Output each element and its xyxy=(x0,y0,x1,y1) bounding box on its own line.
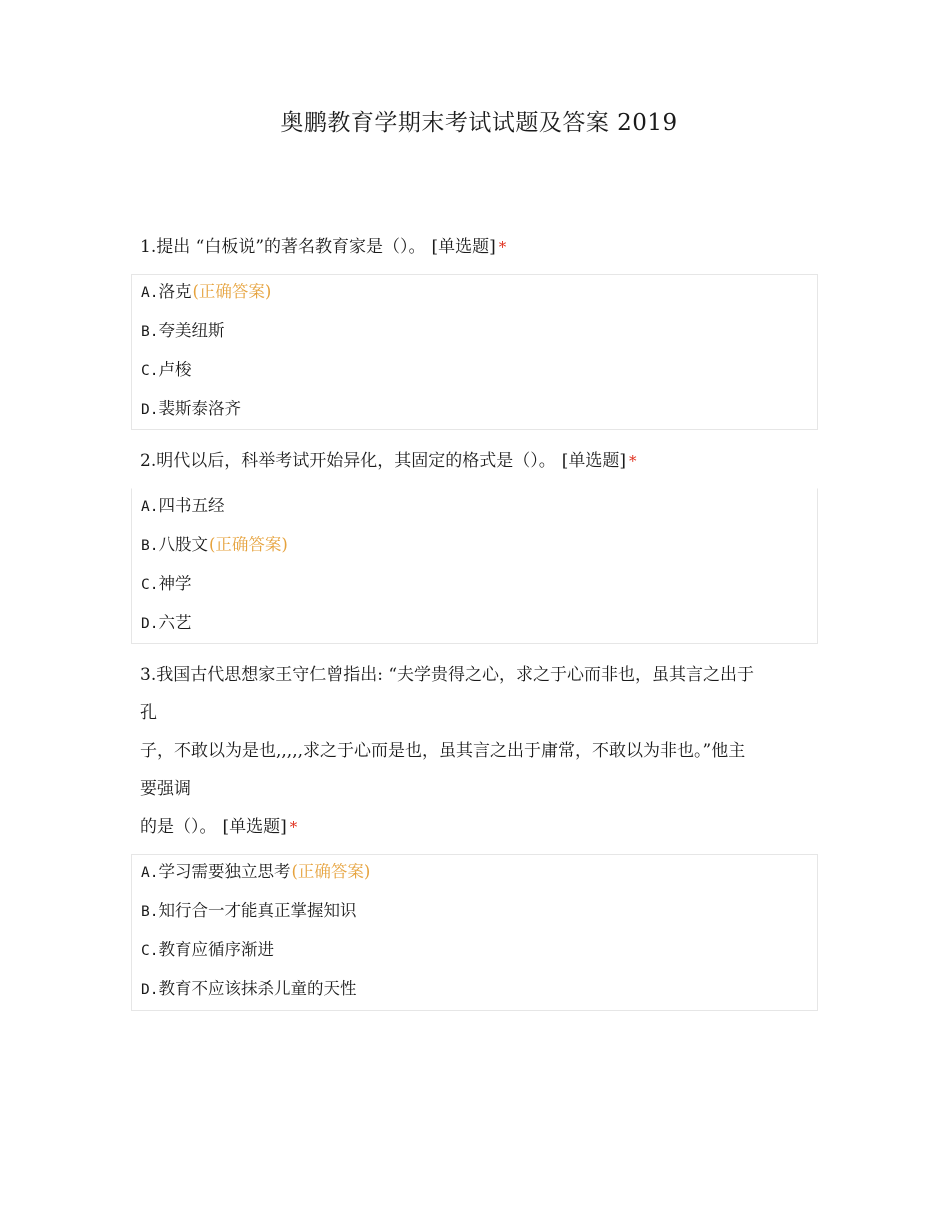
question-2 xyxy=(140,442,820,480)
question-3-options xyxy=(131,854,818,1011)
option-letter: D. xyxy=(141,402,159,418)
option-letter: C. xyxy=(141,363,159,379)
option-d[interactable] xyxy=(141,606,817,645)
option-c[interactable] xyxy=(141,353,817,392)
option-text: 夸美纽斯 xyxy=(158,321,225,340)
question-text-line: 1.提出 “白板说”的著名教育家是（）。 xyxy=(140,237,426,257)
option-text: 教育不应该抹杀儿童的天性 xyxy=(158,979,357,998)
option-c[interactable] xyxy=(141,567,817,606)
option-text: 学习需要独立思考 xyxy=(158,862,291,881)
required-asterisk: * xyxy=(289,818,298,836)
option-text: 卢梭 xyxy=(158,360,192,379)
option-text: 六艺 xyxy=(158,613,192,632)
document-title: 奥鹏教育学期末考试试题及答案 2019 xyxy=(280,110,678,136)
question-type-label: [单选题] xyxy=(561,451,626,471)
option-letter: B. xyxy=(141,538,159,554)
option-text: 裴斯泰洛齐 xyxy=(158,399,241,418)
question-1-text xyxy=(140,228,820,266)
required-asterisk: * xyxy=(498,238,507,256)
question-type-label: [单选题] xyxy=(431,237,496,257)
option-d[interactable] xyxy=(141,392,817,431)
option-text: 神学 xyxy=(158,574,192,593)
question-text-line: 子，不敢以为是也,,,,,求之于心而是也，虽其言之出于庸常，不敢以为非也。”他主 xyxy=(140,741,746,761)
option-letter: B. xyxy=(141,324,159,340)
question-type-label: [单选题] xyxy=(222,817,287,837)
option-text: 四书五经 xyxy=(158,496,225,515)
question-3 xyxy=(140,656,820,846)
correct-answer-label: (正确答案) xyxy=(291,862,371,881)
option-letter: A. xyxy=(141,285,159,301)
question-text-line: 要强调 xyxy=(140,779,191,799)
option-letter: D. xyxy=(141,982,159,998)
option-letter: C. xyxy=(141,577,159,593)
option-text: 知行合一才能真正掌握知识 xyxy=(158,901,357,920)
option-letter: A. xyxy=(141,499,159,515)
required-asterisk: * xyxy=(628,452,637,470)
question-3-last-line xyxy=(140,808,820,846)
question-text-line: 孔 xyxy=(140,703,157,723)
option-d[interactable] xyxy=(141,972,817,1011)
question-text-line: 的是（）。 xyxy=(140,817,217,837)
correct-answer-label: (正确答案) xyxy=(208,535,288,554)
question-2-options xyxy=(131,488,818,644)
question-text-line: 3.我国古代思想家王守仁曾指出: “夫学贵得之心，求之于心而非也，虽其言之出于 xyxy=(140,665,755,685)
option-letter: A. xyxy=(141,865,159,881)
option-a[interactable] xyxy=(141,489,817,528)
option-a[interactable] xyxy=(141,855,817,894)
option-a[interactable] xyxy=(141,275,817,314)
question-2-text xyxy=(140,442,820,480)
option-text: 教育应循序渐进 xyxy=(158,940,274,959)
option-letter: C. xyxy=(141,943,159,959)
correct-answer-label: (正确答案) xyxy=(192,282,272,301)
option-b[interactable] xyxy=(141,894,817,933)
question-1 xyxy=(140,228,820,266)
option-b[interactable] xyxy=(141,528,817,567)
option-letter: B. xyxy=(141,904,159,920)
option-c[interactable] xyxy=(141,933,817,972)
option-letter: D. xyxy=(141,616,159,632)
question-1-options xyxy=(131,274,818,430)
option-text: 洛克 xyxy=(158,282,192,301)
option-text: 八股文 xyxy=(158,535,208,554)
option-b[interactable] xyxy=(141,314,817,353)
question-text-line: 2.明代以后，科举考试开始异化，其固定的格式是（）。 xyxy=(140,451,556,471)
